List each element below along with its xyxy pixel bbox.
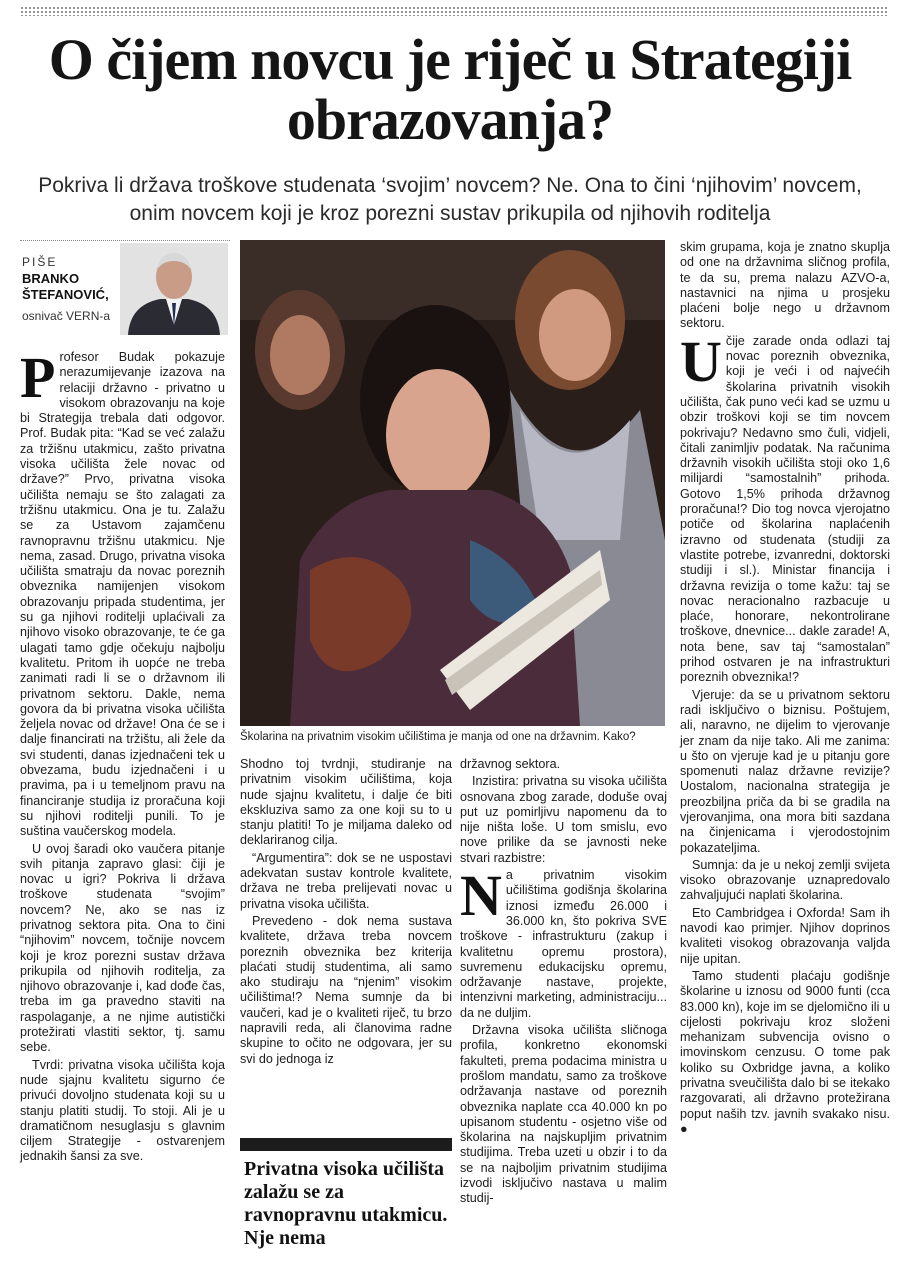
pullquote-bar: [240, 1138, 452, 1151]
paragraph: Inzistira: privatna su visoka učilišta osnovana zbog zarade, doduše ovaj put uz pomirljivu napomenu da to nije ništa loše. U tom smislu, evo nove prilike da se javnosti neke stvari razbistre:: [460, 774, 667, 865]
drop-cap: U: [680, 328, 722, 394]
paragraph: Sumnja: da je u nekoj zemlji svijeta visoko obrazovanje uznapredovalo zahvaljujući naplati školarina.: [680, 857, 890, 903]
top-dotted-border: [20, 6, 888, 16]
paragraph: Eto Cambridgea i Oxforda! Sam ih navodi kao primjer. Njihov doprinos kvaliteti visokog obrazovanja valjda nije upitan.: [680, 905, 890, 966]
paragraph: Tamo studenti plaćaju godišnje školarine u iznosu od 9000 funti (cca 83.000 kn), koje im se djelomično ili u cijelosti pokrivaju kroz složeni mehanizam subvencija ovisno o imovinskom cenzusu. O tome pak koliko su Oxbridge javna, a koliko privatna sveučilišta dalo bi se itekako razgovarati, ali državno protežirana poput naših tzv. javnih svakako nisu. ●: [680, 968, 890, 1136]
paragraph: Shodno toj tvrdnji, studiranje na privatnim visokim učilištima, koja nude sjajnu kvalitetu, i dalje će biti ekskluziva samo za one koji su to u stanju platiti! To je miljama daleko od deklariranog cilja.: [240, 757, 452, 848]
paragraph: državnog sektora.: [460, 757, 561, 771]
author-role: osnivač VERN-a: [22, 309, 111, 323]
drop-cap: P: [20, 345, 56, 410]
paragraph: Na privatnim visokim učilištima godišnja školarina iznosi između 26.000 i 36.000 kn, što pokriva SVE troškove - infrastrukturu (zakup i kvalitetnu opremu prostora), suvremenu edukacijsku opremu, održavanje nastave, projekte, intenzivni marketing, administraciju... da ne duljim.: [460, 863, 667, 1020]
paragraph: Prevedeno - dok nema sustava kvalitete, država treba novcem poreznih obveznika bez kriterija plaćati studij studentima, ali samo ako studiraju na “njenim” visokim učilištima!? Nema sumnje da bi vaučeri, kad je o kvaliteti riječ, tu brzo napravili reda, ali članovima radne skupine to očito ne odgovara, jer su svi do jednoga iz: [240, 913, 452, 1066]
article-title: O čijem novcu je riječ u Strategiji obrazovanja?: [48, 27, 852, 152]
paragraph: Vjeruje: da se u privatnom sektoru radi isključivo o biznisu. Poštujem, ali, naravno, ne dijelim to vjerovanje jer znam da nije tako. Ali me zanima: u što on vjeruje kad je u pitanju gore spomenuti nalaz državne revizije? Uostalom, nacionalna strategija je preozbiljna priča da bi se gradila na vjerovanjima, ona mora biti sazdana na činjenicama i vjerodostojnim pokazateljima.: [680, 687, 890, 855]
article-subtitle: Pokriva li država troškove studenata ‘svojim’ novcem? Ne. Ona to čini ‘njihovim’ novcem, onim novcem koji je kroz porezni sustav prikupila od njihovih roditelja: [38, 174, 862, 225]
author-box: [20, 240, 230, 341]
photo-caption: Školarina na privatnim visokim učilištima je manja od one na državnim. Kako?: [240, 731, 636, 743]
article-photo: [240, 240, 665, 726]
author-label: PIŠE: [22, 255, 58, 269]
author-name: BRANKO ŠTEFANOVIĆ,: [22, 271, 109, 302]
paragraph: Učije zarade onda odlazi taj novac poreznih obveznika, koji je veći i od najvećih školarina privatnih visokih učilišta, čak puno veći kad se uzmu u obzir troškovi koji se tim novcem pokrivaju? Nedavno smo čuli, vidjeli, čitali zanimljiv podatak. Na računima državnih visokih učilišta stoji oko 1,6 milijardi “samostalnih” prihoda. Gotovo 1,5% prihoda državnog proračuna!? Dio tog novca vjerojatno potiče od školarina naplaćenih izravno od studenata (studiji za vlastite potrebe, izvanredni, doktorski studiji i sl.). Ministar financija i državna revizija o tome kažu: taj se novac neracionalno razbacuje u plaće, honorare, nekontrolirane troškove, dnevnice... dakle zarade! A, nota bene, sav taj “samostalan” prihod ostvaren je na infrastrukturi poreznih obveznika!?: [680, 328, 890, 685]
paragraph: skim grupama, koja je znatno skuplja od one na državnima sličnog profila, te da su, prema nalazu AZVO-a, nastavnici na njima u prosjeku plaćeni bolje nego u državnom sektoru.: [680, 240, 890, 331]
paragraph: Profesor Budak pokazuje nerazumijevanje izazova na relaciji državno - privatno u visokom obrazovanju na koje bi Strategija trebala dati odgovor. Prof. Budak pita: “Kad se već zalažu za tržišnu utakmicu, zašto privatna visoka učilišta žele novac od države?” Prvo, privatna visoka učilišta nemaju se što zalagati za tržišnu utakmicu. Ona je tu. Zalažu se za Ustavom zajamčenu ravnopravnu tržišnu utakmicu. Nje nema, zasad. Drugo, privatna visoka učilišta smatraju da novac poreznih obveznika namijenjen visokom obrazovanju pripada studentima, jer su ga njihovi roditelji uplaćivali za njihovo visoko obrazovanje, te će ga ulagati tamo gdje očekuju najbolju kvalitetu. Pritom ih uopće ne treba zanimati radi li se o državnom ili privatnom sektoru. Dakle, nema govora da bi privatna visoka učilišta željela novac od države! Ona će se i dalje financirati na tržištu, ali žele da svi studenti, danas izjednačeni tek u obvezama, budu izjednačeni i u pravima, pa i u temeljnom pravu na financiranje studija iz proračuna koji su njihovi roditelji punili. To je suština vaučerskog modela.: [20, 345, 225, 839]
article-column-3: [460, 757, 667, 1209]
article-column-4: [680, 240, 890, 1139]
paragraph: “Argumentira”: dok se ne uspostavi adekvatan sustav kontrole kvalitete, država ne treba prelijevati novac u privatna visoka učilišta.: [240, 850, 452, 911]
drop-cap: N: [460, 863, 502, 929]
pullquote: Privatna visoka učilišta zalažu se za ravnopravnu utakmicu. Nje nema: [244, 1158, 448, 1249]
author-portrait: [120, 243, 228, 335]
paragraph: U ovoj šaradi oko vaučera pitanje svih pitanja zapravo glasi: čiji je novac u igri? Pokriva li država troškove studenata “svojim” novcem? Ne, ako se nas iz privatnog sektora pita. Ona to čini “njihovim” novcem, točnije novcem koji je kroz porezni sustav država prikupila od njihovih roditelja, za njihovo obrazovanje i, kad dođe čas, treba im ga pravedno staviti na raspolaganje, a ne njime autistički protežirati vlastiti sektor, tj. samu sebe.: [20, 841, 225, 1055]
article-column-1: [20, 345, 225, 1167]
paragraph: Tvrdi: privatna visoka učilišta koja nude sjajnu kvalitetu sigurno će privući dovoljno studenata koji su u stanju platiti studij. To stoji. Ali je u dramatičnom nesuglasju s glavnim ciljem Strategije - ostvarenjem jednakih šansi za sve.: [20, 1057, 225, 1164]
paragraph: Državna visoka učilišta sličnoga profila, konkretno ekonomski fakulteti, prema podacima ministra u prošlom mandatu, samo za troškove održavanja nastave od poreznih obveznika naplate cca 40.000 kn po upisanom studentu - osjetno više od školarina na najskupljim privatnim studijima. Treba uzeti u obzir i to da se na najboljim privatnim studijima izvodi isključivo nastava u malim studij-: [460, 1023, 667, 1206]
article-column-2: [240, 757, 452, 1069]
